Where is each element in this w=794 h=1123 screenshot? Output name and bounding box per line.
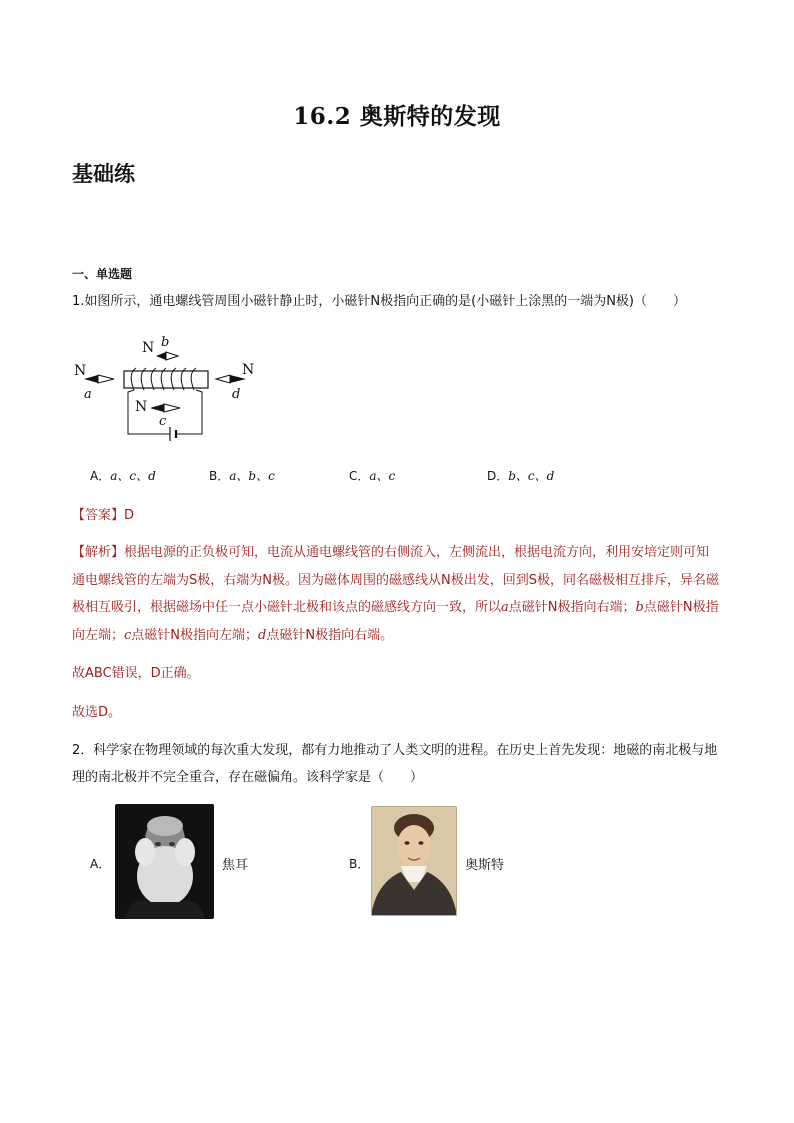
portrait-oersted-image [371,806,457,916]
label-c: c [159,414,167,429]
compass-c-black [150,404,164,412]
solenoid-body [124,371,208,388]
q2-option-b-letter[interactable]: B． [349,857,370,871]
option-a[interactable]: A．a、c、d [90,469,156,483]
compass-c-white [164,404,180,412]
conclusion-line-2: 故选D。 [72,705,122,720]
option-b[interactable]: B．a、b、c [209,469,275,483]
label-n-b: N [142,340,155,356]
circuit-wire-right [176,390,202,434]
q2-option-b-name: 奥斯特 [465,858,505,873]
label-n-c: N [135,399,148,415]
label-a: a [84,387,92,402]
section-heading: 基础练 [72,162,135,186]
part-label: 一、单选题 [72,267,133,281]
conclusion-line-1: 故ABC错误，D正确。 [72,666,200,681]
answer [72,504,134,523]
question-1-text: 1.如图所示，通电螺线管周围小磁针静止时，小磁针N极指向正确的是(小磁针上涂黑的一端为N极)（ ） [72,294,686,309]
compass-a-white [98,375,114,383]
solenoid-diagram [70,328,270,446]
answer-value: D [124,508,135,523]
q2-option-a-name: 焦耳 [222,858,249,873]
compass-d-white [216,375,230,383]
page-title: 16.2 奥斯特的发现 [293,103,501,130]
option-c[interactable]: C．a、c [349,469,396,483]
question-2-text: 2．科学家在物理领域的每次重大发现，都有力地推动了人类文明的进程。在历史上首先发现：地磁的南北极与地理的南北极并不完全重合，存在磁偏角。该科学家是（ ） [72,743,718,785]
option-d[interactable]: D．b、c、d [487,469,555,483]
answer-tag: 【答案】 [72,508,125,523]
compass-b-black [156,352,166,360]
label-n-d: N [242,362,255,378]
label-b: b [161,335,170,350]
analysis-tag: 【解析】 [72,545,125,560]
label-n-a: N [74,363,87,379]
analysis: 【解析】根据电源的正负极可知，电流从通电螺线管的右侧流入，左侧流出，根据电流方向，利用安培定则可知通电螺线管的左端为S极，右端为N极。因为磁体周围的磁感线从N极出发，回到S极，同名磁极相互排斥，异名磁极相互吸引，根据磁场中任一点小磁针北极和该点的磁感线方向一致，所以a点磁针N极指向右端；b点磁针N极指向左端；c点磁针N极指向左端；d点磁针N极指向右端。 [72,545,719,643]
q2-option-a-letter[interactable]: A． [90,857,111,871]
portrait-joule-image [115,804,214,919]
label-d: d [232,387,241,402]
compass-b-white [166,352,178,360]
